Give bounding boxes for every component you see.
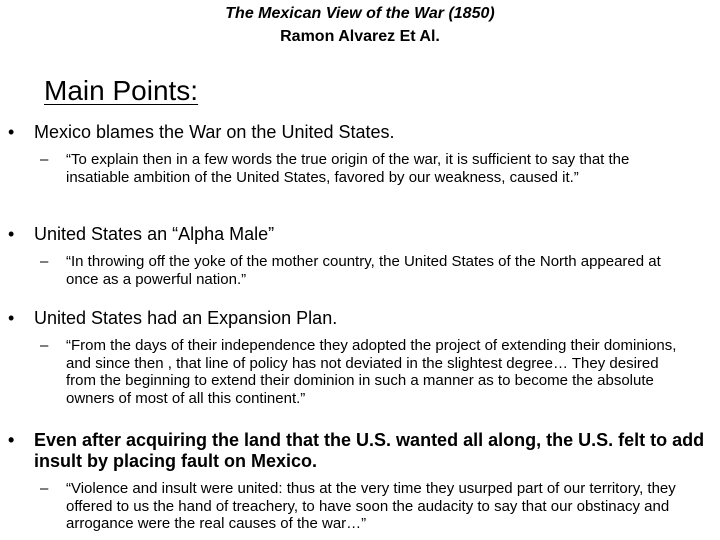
- main-points-heading: Main Points:: [44, 75, 199, 106]
- point-text: Even after acquiring the land that the U.S. wanted all along, the U.S. felt to add insult by placing fault on Mexico.: [34, 430, 705, 471]
- bullet-icon: •: [8, 430, 15, 450]
- dash-icon: –: [40, 151, 49, 168]
- dash-icon: –: [40, 480, 49, 497]
- sub-point: [40, 151, 690, 186]
- point-2: [8, 224, 708, 288]
- point-text: United States an “Alpha Male”: [34, 224, 275, 244]
- bullet-icon: •: [8, 224, 15, 244]
- bullet-icon: •: [8, 122, 15, 142]
- point-3: [8, 308, 708, 407]
- point-text: Mexico blames the War on the United States.: [34, 122, 395, 142]
- quote-text: “To explain then in a few words the true origin of the war, it is sufficient to say that the insatiable ambition of the United States, favored by our weakness, caused it.”: [66, 151, 630, 186]
- quote-text: “From the days of their independence they adopted the project of extending their dominions, and since then , that line of policy has not deviated in the slightest degree… They desired from the beginning to extend their dominion in such a manner as to become the absolute owners of most of all this continent.”: [66, 337, 677, 407]
- slide-title: The Mexican View of the War (1850): [225, 5, 495, 22]
- sub-point: [40, 480, 690, 533]
- point-4: [8, 430, 708, 533]
- point-1: [8, 122, 708, 186]
- quote-text: “In throwing off the yoke of the mother country, the United States of the North appeared at once as a powerful nation.”: [66, 253, 661, 288]
- bullet-icon: •: [8, 308, 15, 328]
- sub-point: [40, 337, 690, 407]
- quote-text: “Violence and insult were united: thus at the very time they usurped part of our territory, they offered to us the hand of treachery, to have soon the audacity to say that our obstinacy and arrogance were the real causes of the war…”: [66, 480, 676, 532]
- dash-icon: –: [40, 337, 49, 354]
- slide-subtitle: Ramon Alvarez Et Al.: [280, 28, 440, 45]
- point-text: United States had an Expansion Plan.: [34, 308, 338, 328]
- dash-icon: –: [40, 253, 49, 270]
- sub-point: [40, 253, 690, 288]
